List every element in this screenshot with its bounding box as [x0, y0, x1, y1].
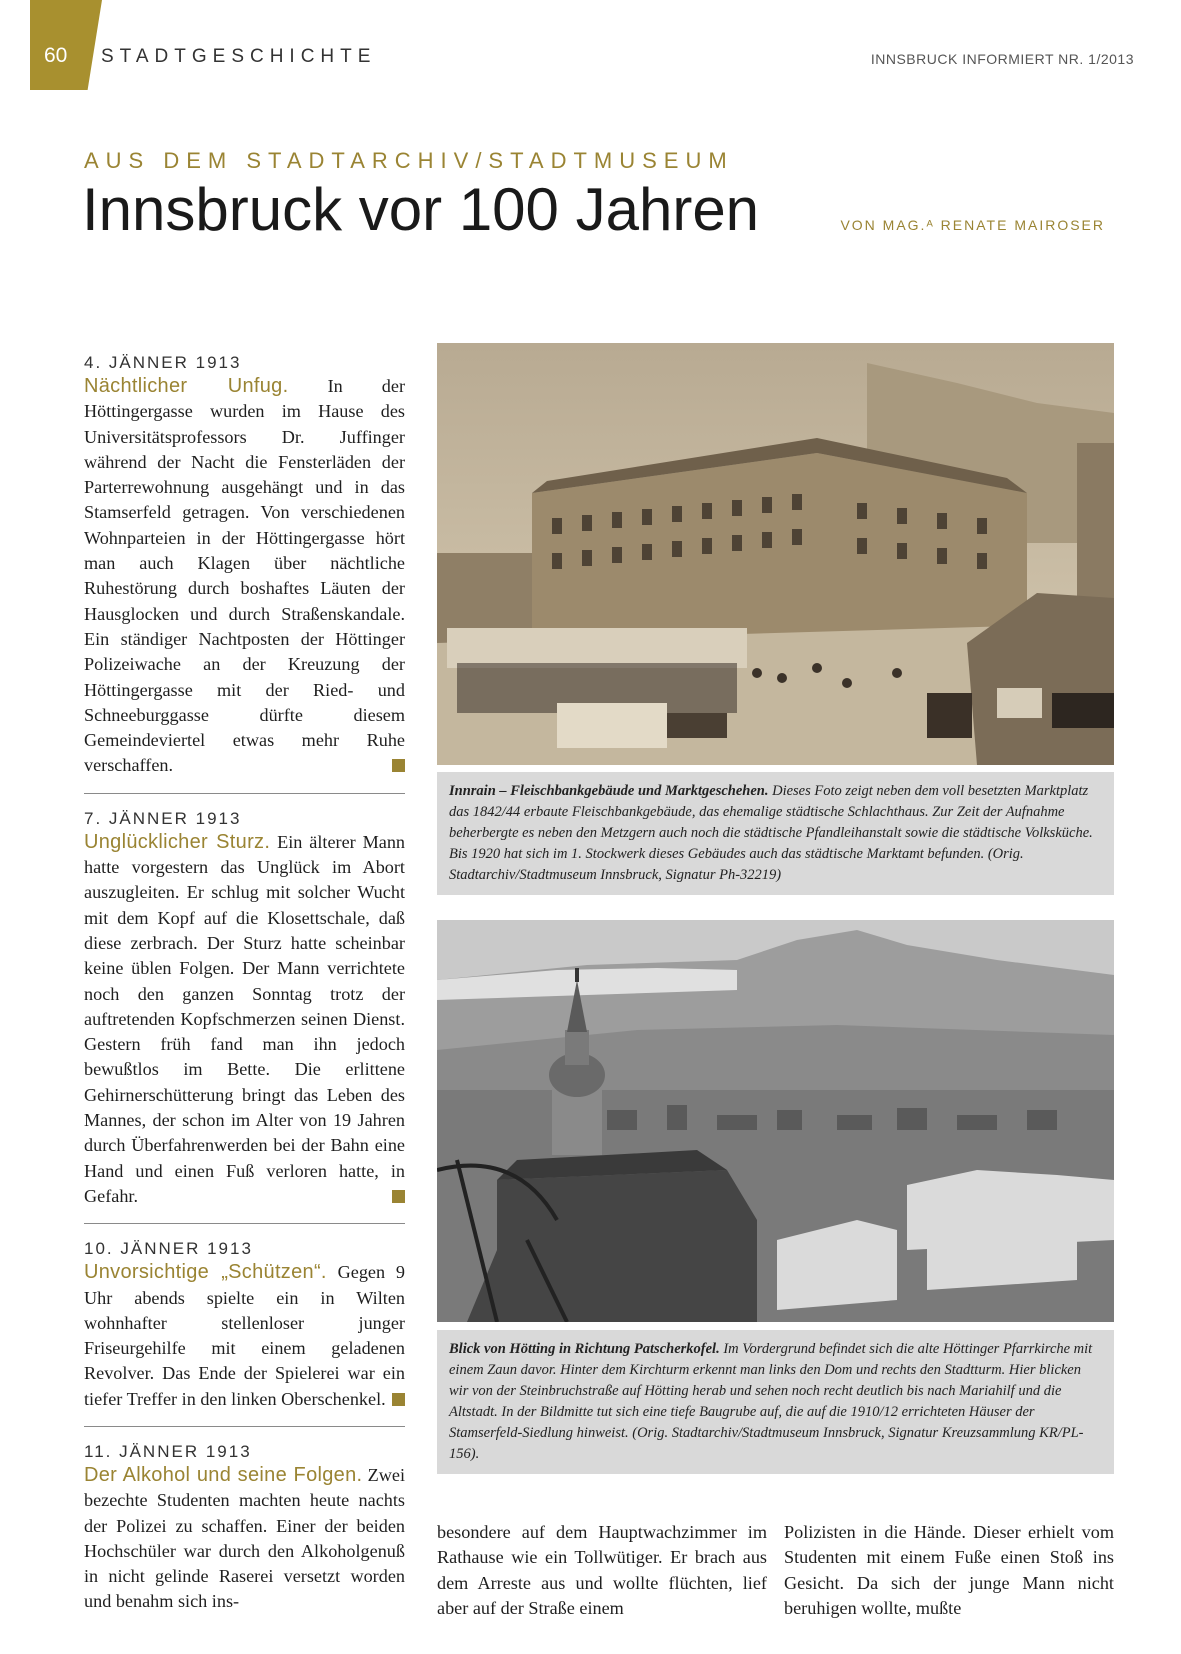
- page-number: 60: [44, 44, 68, 67]
- left-column: [84, 352, 405, 1615]
- caption-title: Blick von Hötting in Richtung Patscherkofel.: [449, 1341, 720, 1357]
- end-mark: [392, 1190, 405, 1203]
- entry-headline: Unvorsichtige „Schützen“.: [84, 1261, 327, 1284]
- entry-1: [84, 352, 405, 779]
- caption-title: Innrain – Fleischbankgebäude und Marktgeschehen.: [449, 783, 769, 799]
- hoetting-view-photo: [437, 920, 1114, 1322]
- article-title: Innsbruck vor 100 Jahren: [82, 176, 760, 243]
- entry-text: Gegen 9 Uhr abends spielte ein in Wilten wohnhafter stellenloser junger Friseurgehilfe mit einem geladenen Revolver. Das Ende der Spielerei war ein tiefer Treffer in den linken Oberschenkel.: [84, 1262, 406, 1409]
- entry-2: [84, 808, 405, 1209]
- entry-4: [84, 1441, 405, 1615]
- divider: [84, 793, 405, 794]
- entry-date: 4. JÄNNER 1913: [84, 353, 242, 372]
- market-square-image: [437, 343, 1114, 765]
- entry-text: Ein älterer Mann hatte vorgestern das Unglück im Abort auszugleiten. Er schlug mit solcher Wucht mit dem Kopf auf die Klosettschale, daß diese zerbrach. Der Sturz hatte scheinbar keine üblen Folgen. Der Mann verrichtete noch den ganzen Sonntag trotz der auftretenden Kopfschmerzen seinen Dienst. Gestern früh fand man ihn jedoch bewußtlos im Bette. Die erlittene Gehirnerschütterung bringt das Leben des Mannes, der schon im Alter von 19 Jahren durch Überfahrenwerden bei der Bahn eine Hand und einen Fuß verloren hatte, in Gefahr.: [84, 831, 406, 1206]
- caption-text: Dieses Foto zeigt neben dem voll besetzten Marktplatz das 1842/44 erbaute Fleischbankgebäude, das ehemalige städtische Schlachthaus. Zur Zeit der Aufnahme beherbergte es neben den Metzgern auch noch die städtische Pfandleihanstalt sowie die städtische Volksküche. Bis 1920 hat sich im 1. Stockwerk dieses Gebäudes auch das städtische Marktamt befunden. (Orig. Stadtarchiv/Stadtmuseum Innsbruck, Signatur Ph-32219): [449, 783, 1093, 883]
- entry-3: [84, 1238, 405, 1412]
- entry-headline: Nächtlicher Unfug.: [84, 375, 289, 397]
- entry-date: 10. JÄNNER 1913: [84, 1239, 253, 1259]
- article-author: VON MAG.ᴬ RENATE MAIROSER: [840, 217, 1105, 233]
- entry-date: 11. JÄNNER 1913: [84, 1441, 252, 1461]
- entry-headline: Unglücklicher Sturz.: [84, 830, 271, 853]
- entry-text: Zwei bezechte Studenten machten heute nachts der Polizei zu schaffen. Einer der beiden Hochschüler war durch den Alkoholgenuß in nicht gelinde Raserei versetzt worden und benahm sich ins-: [84, 1464, 406, 1612]
- hoetting-view-image: [437, 920, 1114, 1322]
- divider: [84, 1223, 405, 1224]
- issue-label: INNSBRUCK INFORMIERT NR. 1/2013: [870, 51, 1134, 67]
- entry-headline: Der Alkohol und seine Folgen.: [84, 1463, 363, 1486]
- end-mark: [392, 759, 405, 772]
- continuation-column-1: besondere auf dem Hauptwachzimmer im Rathause wie ein Tollwütiger. Er brach aus dem Arreste aus und wollte flüchten, lief aber auf der Straße einem: [437, 1522, 767, 1618]
- article-kicker: AUS DEM STADTARCHIV/STADTMUSEUM: [84, 148, 734, 173]
- market-square-caption: [437, 772, 1114, 895]
- end-mark: [392, 1393, 405, 1406]
- caption-text: Im Vordergrund befindet sich die alte Höttinger Pfarrkirche mit einem Zaun davor. Hinter dem Kirchturm erkennt man links den Dom und rechts den Stadtturm. Hier blicken wir von der Steinbruchstraße auf Hötting herab und sehen noch recht deutlich bis nach Mariahilf und die Altstadt. In der Bildmitte tut sich eine tiefe Baugrube auf, die auf die 1910/12 errichteten Häuser der Stamserfeld-Siedlung hinweist. (Orig. Stadtarchiv/Stadtmuseum Innsbruck, Signatur Kreuzsammlung KR/PL-156).: [449, 1341, 1093, 1462]
- hoetting-view-caption: [437, 1330, 1114, 1474]
- section-title: STADTGESCHICHTE: [101, 46, 377, 67]
- entry-text: In der Höttingergasse wurden im Hause des Universitätsprofessors Dr. Juffinger während der Nacht die Fensterläden der Parterrewohnung ausgehängt und in das Stamserfeld getragen. Von verschiedenen Wohnparteien in der Höttingergasse hört man auch Klagen über nächtliche Ruhestörung durch boshaftes Läuten der Hausglocken und durch Straßenskandale. Ein ständiger Nachtposten der Höttinger Polizeiwache an der Kreuzung der Höttingergasse mit der Ried- und Schneeburggasse dürfte diesem Gemeindeviertel etwas mehr Ruhe verschaffen.: [84, 376, 406, 776]
- entry-date: 7. JÄNNER 1913: [84, 808, 242, 828]
- continuation-column-2: Polizisten in die Hände. Dieser erhielt vom Studenten mit einem Fuße einen Stoß ins Gesicht. Da sich der junge Mann nicht beruhigen wollte, mußte: [784, 1522, 1114, 1618]
- divider: [84, 1426, 405, 1427]
- market-square-photo: [437, 343, 1114, 765]
